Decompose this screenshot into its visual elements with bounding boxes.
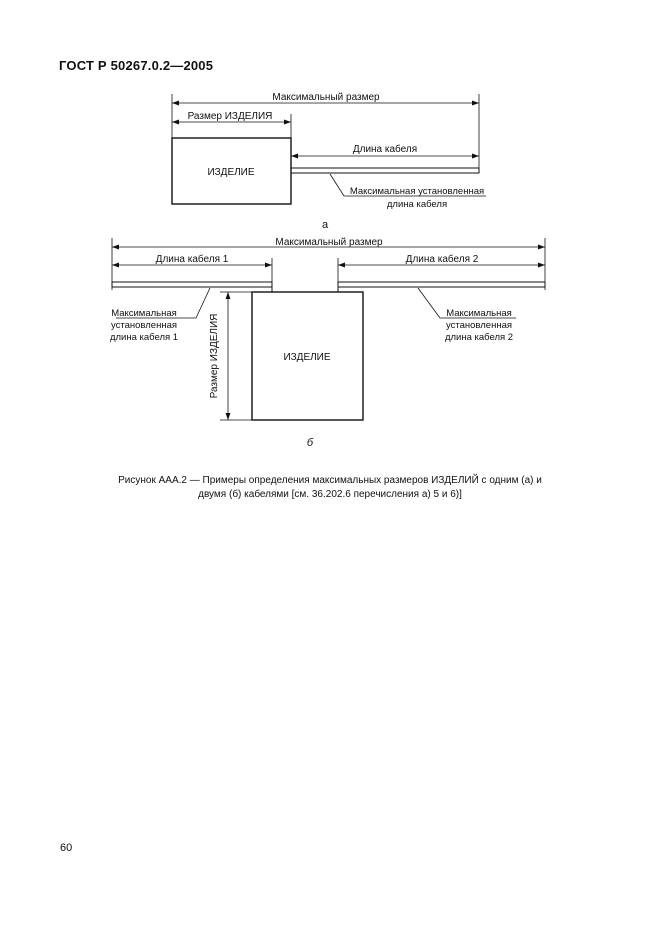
max-size-label-b: Максимальный размер [275, 237, 383, 248]
figure-a-label: а [321, 219, 329, 231]
left-note-b-3: длина кабеля 1 [109, 332, 179, 343]
cable1-label-b: Длина кабеля 1 [155, 254, 229, 265]
page-number: 60 [60, 842, 73, 854]
figure-a-text [188, 92, 485, 231]
max-size-label-a: Максимальный размер [272, 92, 380, 103]
product-label-b: ИЗДЕЛИЕ [283, 352, 331, 363]
figure-b-label: б [306, 437, 314, 449]
right-note-b-3: длина кабеля 2 [444, 332, 514, 343]
cable-length-label-a: Длина кабеля [352, 144, 418, 155]
cable1-b [112, 282, 272, 287]
product-size-label-b: Размер ИЗДЕЛИЯ [209, 313, 220, 399]
caption-line-1: Рисунок ААА.2 — Примеры определения максимальных размеров ИЗДЕЛИЙ с одним (а) и [118, 475, 542, 486]
max-cable-label-a-2: длина кабеля [386, 199, 448, 210]
document-number: ГОСТ Р 50267.0.2—2005 [59, 58, 214, 73]
figure-b-text [110, 237, 513, 449]
caption-line-2: двумя (б) кабелями [см. 36.202.6 перечисления а) 5 и 6)] [198, 489, 462, 500]
product-label-a: ИЗДЕЛИЕ [207, 167, 255, 178]
right-note-b-1: Максимальная [446, 308, 512, 319]
max-cable-label-a-1: Максимальная установленная [349, 186, 485, 197]
figure-caption [100, 474, 560, 502]
cable-a [291, 168, 479, 173]
left-note-b-2: установленная [110, 320, 178, 331]
left-note-b-1: Максимальная [111, 308, 177, 319]
cable2-b [338, 282, 545, 287]
cable2-label-b: Длина кабеля 2 [405, 254, 479, 265]
product-stem-b [272, 282, 338, 292]
product-size-label-a: Размер ИЗДЕЛИЯ [187, 111, 273, 122]
right-note-b-2: установленная [445, 320, 513, 331]
